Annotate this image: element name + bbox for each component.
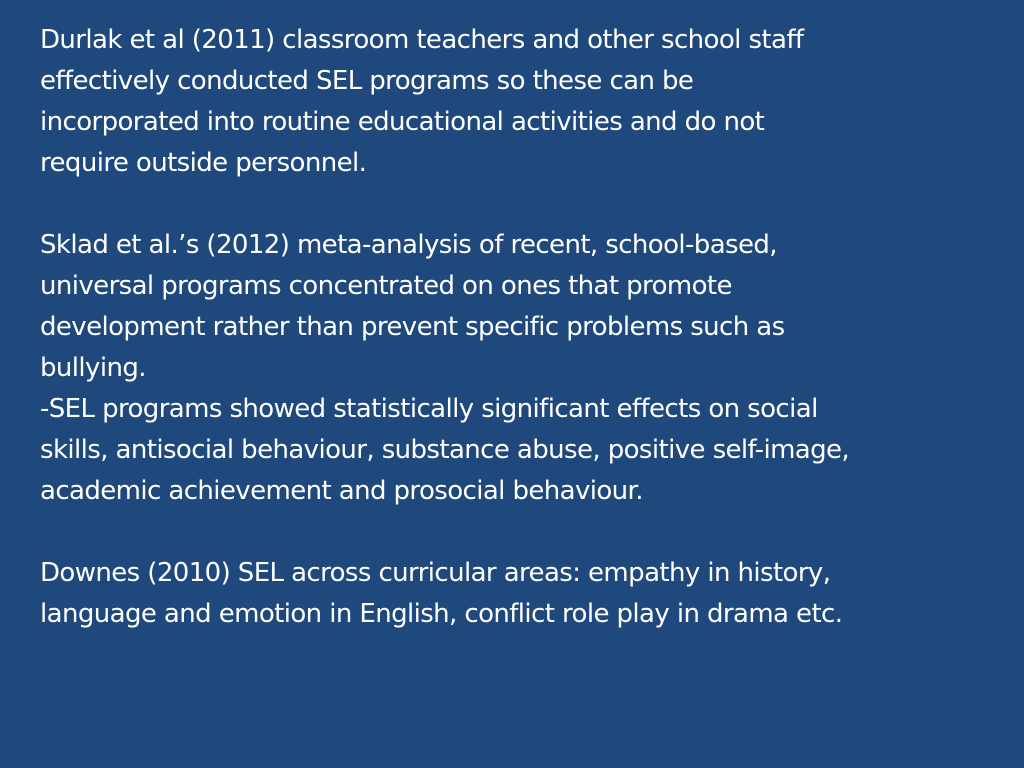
paragraph-spacer xyxy=(40,184,990,225)
text-line: bullying. xyxy=(40,353,146,383)
text-line: require outside personnel. xyxy=(40,148,367,178)
text-line: effectively conducted SEL programs so these can be xyxy=(40,66,694,96)
text-line: -SEL programs showed statistically significant effects on social xyxy=(40,394,818,424)
text-line: Downes (2010) SEL across curricular areas: empathy in history, xyxy=(40,558,831,588)
text-line: academic achievement and prosocial behaviour. xyxy=(40,476,643,506)
slide-body-text xyxy=(40,20,990,635)
text-line: development rather than prevent specific problems such as xyxy=(40,312,785,342)
text-line: incorporated into routine educational activities and do not xyxy=(40,107,765,137)
text-line: skills, antisocial behaviour, substance abuse, positive self-image, xyxy=(40,435,850,465)
paragraph-spacer xyxy=(40,512,990,553)
paragraph-durlak xyxy=(40,20,990,184)
text-line: language and emotion in English, conflict role play in drama etc. xyxy=(40,599,843,629)
text-line: Durlak et al (2011) classroom teachers and other school staff xyxy=(40,25,804,55)
text-line: universal programs concentrated on ones that promote xyxy=(40,271,732,301)
paragraph-sklad xyxy=(40,225,990,512)
paragraph-downes xyxy=(40,553,990,635)
text-line: Sklad et al.’s (2012) meta-analysis of recent, school-based, xyxy=(40,230,777,260)
